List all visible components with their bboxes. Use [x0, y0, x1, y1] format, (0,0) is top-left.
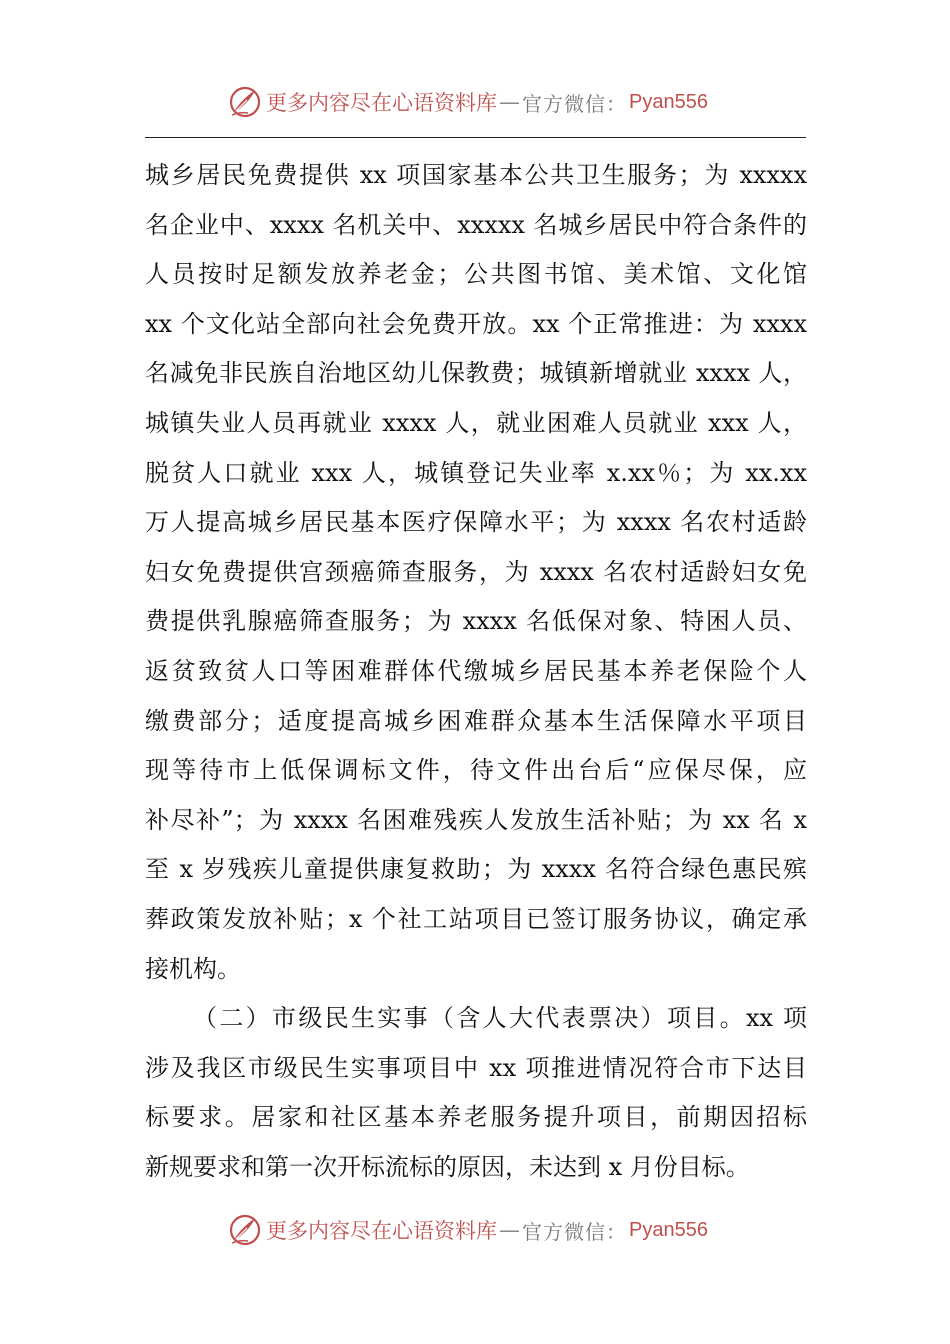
text-line: 缴费部分；适度提高城乡困难群众基本生活保障水平项目	[145, 706, 807, 735]
pen-logo-icon	[228, 1213, 262, 1247]
text-line: xx 个文化站全部向社会免费开放。xx 个正常推进：为 xxxx	[145, 309, 807, 338]
banner-separator: —	[499, 90, 520, 114]
pen-logo-icon	[228, 85, 262, 119]
text-line: 名企业中、xxxx 名机关中、xxxxx 名城乡居民中符合条件的	[145, 210, 807, 239]
text-line: 妇女免费提供宫颈癌筛查服务，为 xxxx 名农村适龄妇女免	[145, 557, 807, 586]
header-banner	[0, 82, 950, 122]
banner-wechat-label: 官方微信：	[522, 91, 627, 116]
text-line: 城乡居民免费提供 xx 项国家基本公共卫生服务；为 xxxxx	[145, 161, 807, 189]
text-line: 名减免非民族自治地区幼儿保教费；城镇新增就业 xxxx 人，	[145, 359, 807, 388]
text-line: 现等待市上低保调标文件，待文件出台后“应保尽保，应	[145, 756, 807, 785]
section-heading-line: （二）市级民生实事（含人大代表票决）项目。xx 项	[193, 1004, 807, 1033]
header-divider	[145, 137, 806, 138]
text-line: 补尽补”；为 xxxx 名困难残疾人发放生活补贴；为 xx 名 x	[145, 805, 807, 834]
text-line: 至 x 岁残疾儿童提供康复救助；为 xxxx 名符合绿色惠民殡	[145, 855, 807, 884]
text-line: 涉及我区市级民生实事项目中 xx 项推进情况符合市下达目	[145, 1053, 807, 1082]
banner-separator: —	[499, 1218, 520, 1242]
text-line: 人员按时足额发放养老金；公共图书馆、美术馆、文化馆	[145, 260, 807, 289]
text-line: 接机构。	[145, 954, 241, 983]
banner-wechat-label: 官方微信：	[522, 1219, 627, 1244]
document-body	[145, 151, 807, 1192]
text-line: 脱贫人口就业 xxx 人，城镇登记失业率 x.xx％；为 xx.xx	[145, 458, 807, 487]
banner-wechat-id: Pyan556	[629, 1218, 708, 1241]
banner-wechat-id: Pyan556	[629, 90, 708, 113]
text-line: 费提供乳腺癌筛查服务；为 xxxx 名低保对象、特困人员、	[145, 607, 807, 636]
text-line: 城镇失业人员再就业 xxxx 人，就业困难人员就业 xxx 人，	[145, 408, 807, 437]
text-line: 新规要求和第一次开标流标的原因，未达到 x 月份目标。	[145, 1152, 750, 1181]
text-line: 标要求。居家和社区基本养老服务提升项目，前期因招标	[145, 1103, 807, 1132]
footer-banner	[0, 1210, 950, 1250]
banner-title: 更多内容尽在心语资料库	[266, 91, 497, 115]
text-line: 万人提高城乡居民基本医疗保障水平；为 xxxx 名农村适龄	[145, 508, 807, 537]
text-line: 返贫致贫人口等困难群体代缴城乡居民基本养老保险个人	[145, 656, 807, 685]
text-line: 葬政策发放补贴；x 个社工站项目已签订服务协议，确定承	[145, 904, 807, 933]
banner-title: 更多内容尽在心语资料库	[266, 1219, 497, 1243]
